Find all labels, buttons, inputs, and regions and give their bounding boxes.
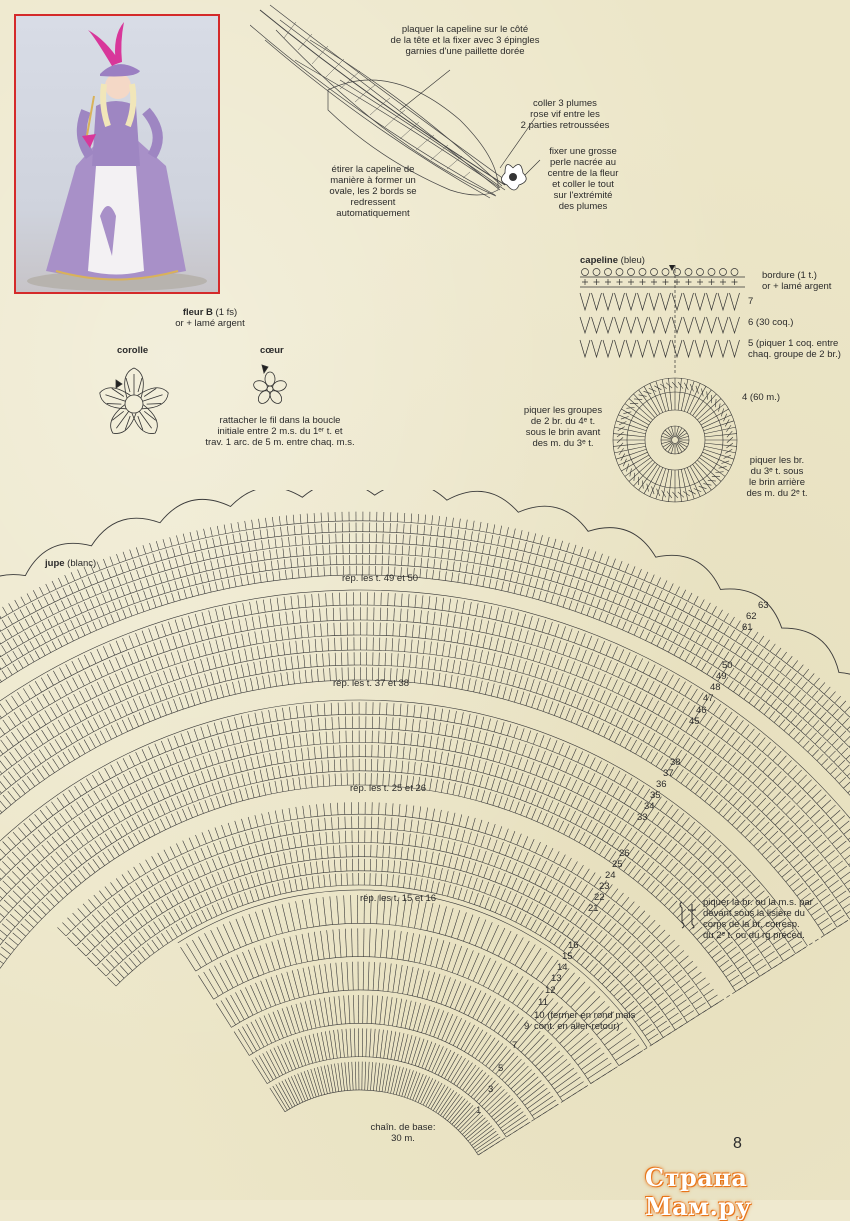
row-11: 11 (538, 997, 548, 1008)
fleur-title: fleur B (1 fs) or + lamé argent (160, 307, 260, 329)
row-25: 25 (612, 859, 623, 870)
feather-label-2: coller 3 plumes rose vif entre les 2 parties retroussées (505, 98, 625, 131)
capeline-title: capeline (bleu) (580, 255, 645, 266)
fleur-note: rattacher le fil dans la boucle initiale entre 2 m.s. du 1ᵉʳ t. et trav. 1 arc. de 5 m. entre chaq. m.s. (205, 415, 355, 448)
row-22: 22 (594, 892, 605, 903)
row-14: 14 (557, 962, 568, 973)
rep-25-26-label: rép. les t. 25 et 26 (350, 783, 426, 794)
row-47: 47 (703, 693, 714, 704)
row-1: 1 (476, 1105, 481, 1116)
row-33: 33 (637, 812, 648, 823)
jupe-diagram (0, 490, 850, 1170)
doll-photo-illustration (16, 16, 218, 292)
stitch-legend-symbol (676, 900, 700, 930)
row-45: 45 (689, 716, 700, 727)
jupe-title: jupe (blanc) (45, 558, 96, 569)
rep-49-50-label: rép. les t. 49 et 50 (342, 573, 418, 584)
feather-label-4: étirer la capeline de manière à former un ovale, les 2 bords se redressent automatiquement (318, 164, 428, 219)
watermark: Страна Мам.ру (645, 1163, 850, 1221)
capeline-row-7: 7 (748, 296, 753, 307)
row-34: 34 (644, 801, 655, 812)
flower-on-hat (501, 164, 526, 190)
row-35: 35 (650, 790, 661, 801)
capeline-diagram (575, 265, 755, 505)
row-15: 15 (562, 951, 573, 962)
row-7: 7 (512, 1040, 517, 1051)
capeline-note-right: piquer les br. du 3ᵉ t. sous le brin arrière des m. du 2ᵉ t. (732, 455, 822, 499)
capeline-row-5: 5 (piquer 1 coq. entre chaq. groupe de 2 br.) (748, 338, 841, 360)
stitch-legend-text: piquer la br. ou la m.s. par devant sous la lisière du corps de la br. corresp. du 2ᵉ t. ou du rg précéd. (703, 897, 813, 941)
doll-photo (14, 14, 220, 294)
row-37: 37 (663, 768, 674, 779)
feather-label-1: plaquer la capeline sur le côté de la tête et la fixer avec 3 épingles garnies d'une paillette dorée (370, 24, 560, 57)
capeline-row-4: 4 (60 m.) (742, 392, 780, 403)
rep-37-38-label: rép. les t. 37 et 38 (333, 678, 409, 689)
row-46: 46 (696, 705, 707, 716)
row-21: 21 (588, 903, 599, 914)
row-62: 62 (746, 611, 757, 622)
row-61: 61 (742, 622, 753, 633)
row-16: 16 (568, 940, 579, 951)
coeur-diagram (243, 362, 303, 412)
page-number: 8 (733, 1138, 742, 1149)
row-48: 48 (710, 682, 721, 693)
row-3: 3 (488, 1084, 493, 1095)
corolle-label: corolle (117, 345, 148, 356)
corolle-diagram (90, 362, 180, 452)
rep-15-16-label: rép. les t. 15 et 16 (360, 893, 436, 904)
row-24: 24 (605, 870, 616, 881)
capeline-note-left: piquer les groupes de 2 br. du 4ᵉ t. sous le brin avant des m. du 3ᵉ t. (508, 405, 618, 449)
row-10-note: 10 (fermer en rond mais cont. en aller-retour) (534, 1010, 635, 1032)
row-12: 12 (545, 985, 556, 996)
base-chain-label: chaîn. de base: 30 m. (358, 1122, 448, 1144)
feather-label-3: fixer une grosse perle nacrée au centre de la fleur et coller le tout sur l'extrémité des plumes (533, 146, 633, 212)
capeline-bordure-label: bordure (1 t.) or + lamé argent (762, 270, 831, 292)
row-23: 23 (599, 881, 610, 892)
row-36: 36 (656, 779, 667, 790)
row-26: 26 (619, 848, 630, 859)
row-50: 50 (722, 660, 733, 671)
row-5: 5 (498, 1063, 503, 1074)
row-49: 49 (716, 671, 727, 682)
row-38: 38 (670, 757, 681, 768)
row-9: 9 (524, 1021, 529, 1032)
capeline-row-6: 6 (30 coq.) (748, 317, 793, 328)
row-13: 13 (551, 973, 562, 984)
coeur-label: cœur (260, 345, 284, 356)
row-63: 63 (758, 600, 769, 611)
